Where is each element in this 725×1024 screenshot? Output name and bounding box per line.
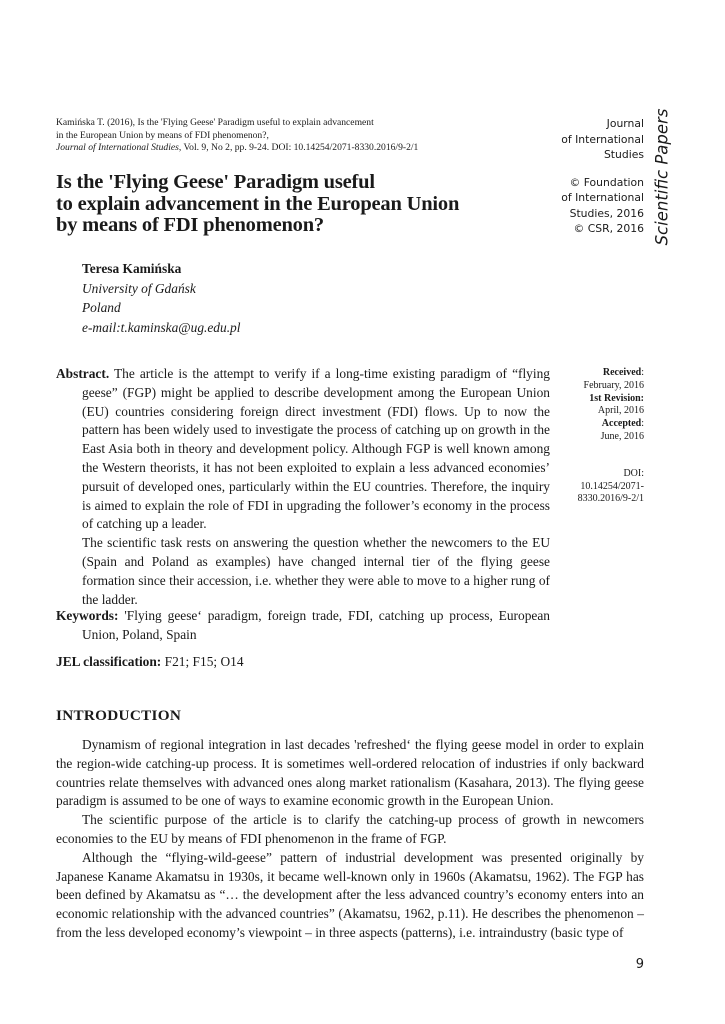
author-affiliation: University of Gdańsk (82, 280, 196, 296)
title-line-1: Is the 'Flying Geese' Paradigm useful (56, 171, 375, 193)
doi-line-2: 8330.2016/9-2/1 (577, 493, 644, 505)
intro-paragraph-3: Although the “flying-wild-geese” pattern of industrial development was presented originally by Japanese Kaname Akamatsu in 1930s, it became well-known only in 1960s (Akamatsu, 1962). The FGP has been defined by Akamatsu as “… the development after the less advanced country’s economy enters into an economic relationship with the advanced countries” (Akamatsu, 1962, p.11). He describes the phenomenon – from the less developed economy’s viewpoint – in three aspects (patterns), i.e. intraindustry (basic type of (56, 849, 644, 940)
accepted-date: June, 2016 (600, 430, 644, 442)
journal-info-line-4: © Foundation (569, 175, 644, 189)
journal-info-line-3: Studies (603, 148, 644, 161)
citation-line-2: in the European Union by means of FDI phenomenon?, (56, 129, 269, 141)
title-line-2: to explain advancement in the European Union (56, 192, 460, 215)
intro-paragraph-1: Dynamism of regional integration in last decades 'refreshed‘ the flying geese model in order to explain the region-wide catching-up process. It is sometimes well-ordered relocation of industries if only backward countries relate themselves with advanced ones along market rationalism (Kasahara, 2013). The flying geese paradigm is assumed to be one of ways to examine economic growth in the European Union. (56, 737, 644, 809)
accepted-label: Accepted (601, 418, 642, 430)
received-label: Received (602, 367, 642, 378)
jel-text: F21; F15; O14 (164, 654, 244, 669)
citation (56, 117, 526, 155)
author-block (82, 259, 240, 337)
author-name: Teresa Kamińska (82, 261, 182, 276)
journal-info-line-1: Journal (606, 117, 644, 130)
paper-title (56, 172, 486, 237)
jel-classification (56, 653, 244, 672)
journal-info-line-5: of International (561, 191, 644, 204)
author-country: Poland (82, 300, 121, 315)
revision-label: 1st Revision: (589, 392, 644, 404)
journal-info-line-6: Studies, 2016 (569, 206, 644, 220)
abstract-paragraph-1 (56, 365, 550, 534)
side-label-text: Scientific Papers (652, 108, 672, 246)
received-date: February, 2016 (583, 379, 644, 391)
submission-dates (560, 367, 644, 506)
journal-info-line-2: of International (561, 132, 644, 146)
received-row: Received: (602, 367, 644, 378)
revision-date: April, 2016 (597, 405, 644, 417)
abstract (56, 365, 550, 609)
author-email: e-mail:t.kaminska@ug.edu.pl (82, 319, 241, 335)
citation-line-1: Kamińska T. (2016), Is the 'Flying Geese' Paradigm useful to explain advancement (56, 117, 374, 128)
title-line-3: by means of FDI phenomenon? (56, 214, 324, 236)
page-number: 9 (635, 957, 644, 972)
keywords (56, 607, 550, 645)
keywords-label: Keywords: (56, 608, 119, 623)
accepted-row: Accepted: (601, 418, 644, 430)
doi-label: DOI: (623, 467, 644, 479)
journal-info-line-7: © CSR, 2016 (573, 222, 644, 235)
jel-label: JEL classification: (56, 654, 162, 669)
abstract-paragraph-2: The scientific task rests on answering the question whether the newcomers to the EU (Spain and Poland as examples) have changed internal tier of the flying geese formation since their accession, i.e. whether they were able to move to a higher rung of the ladder. (82, 535, 550, 607)
abstract-text-1: The article is the attempt to verify if a long-time existing paradigm of “flying geese” (FGP) might be applied to describe development among the European Union (EU) countries considering foreign direct investment (FDI) flows. Up to now the pattern has been widely used to investigate the process of catching up on growth in the East Asia both in theory and development policy. Although FGP is well known among the Western theorists, it has not been exploited to explain a less advanced economies’ pursuit of developed ones, particularly within the EU countries. Therefore, the inquiry is aimed to explain the role of FDI in upgrading the follower’s economy in the process of catching up a leader. (82, 366, 550, 532)
citation-details: , Vol. 9, No 2, pp. 9-24. DOI: 10.14254/2071-8330.2016/9-2/1 (178, 142, 419, 154)
spacer (530, 163, 644, 175)
abstract-label: Abstract. (56, 366, 110, 381)
keywords-paragraph (56, 607, 550, 645)
citation-line-3 (56, 142, 526, 155)
doi-line-1: 10.14254/2071- (580, 480, 644, 492)
side-label (649, 108, 675, 246)
journal-info (530, 116, 644, 237)
keywords-text: 'Flying geese‘ paradigm, foreign trade, FDI, catching up process, European Union, Poland, Spain (82, 608, 550, 642)
intro-paragraph-2: The scientific purpose of the article is to clarify the catching-up process of growth in newcomers economies to the EU by means of FDI phenomenon in the frame of FGP. (56, 812, 644, 846)
section-heading-introduction: INTRODUCTION (56, 707, 182, 724)
introduction-body (56, 736, 644, 943)
citation-journal-name: Journal of International Studies (56, 142, 179, 154)
